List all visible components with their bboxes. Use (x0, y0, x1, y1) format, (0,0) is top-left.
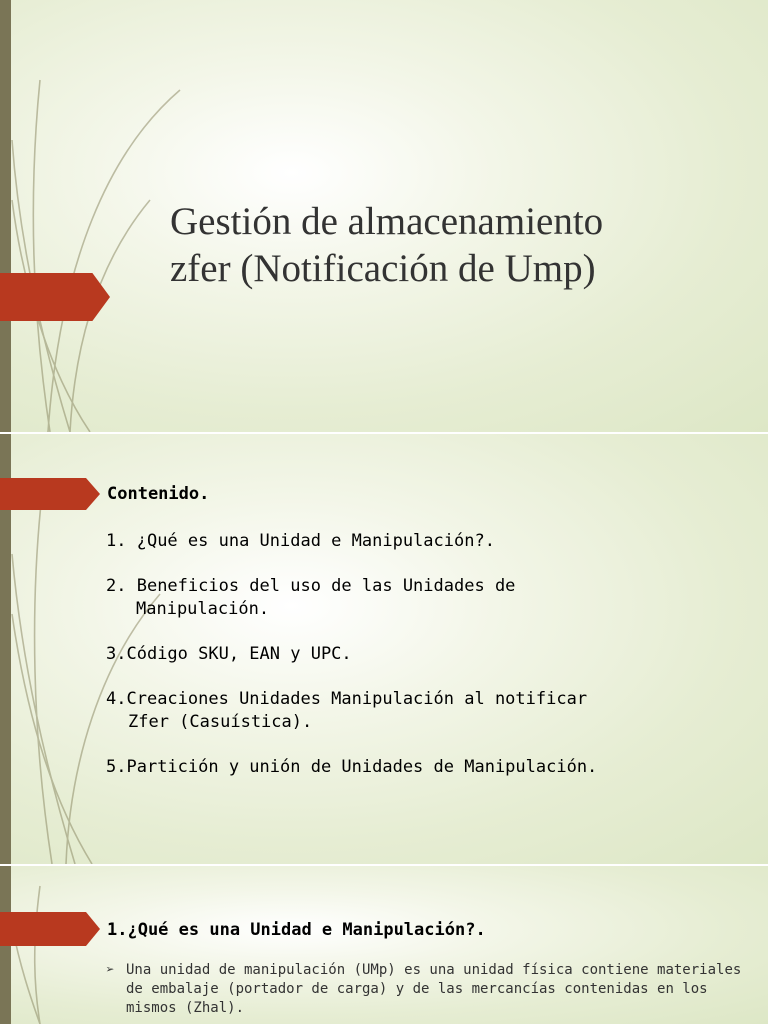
contents-heading: Contenido. (107, 484, 210, 504)
list-text: Beneficios del uso de las Unidades de (126, 576, 516, 596)
arrow-marker (0, 273, 110, 321)
bullet-paragraph (106, 961, 756, 1018)
list-item (106, 688, 746, 734)
list-number: 1. (106, 531, 127, 551)
list-number: 5. (106, 757, 127, 777)
list-text: Código SKU, EAN y UPC. (126, 644, 352, 664)
list-text: Creaciones Unidades Manipulación al notificar (126, 689, 588, 709)
list-item (106, 756, 746, 779)
contents-list (106, 530, 746, 801)
list-text: Partición y unión de Unidades de Manipulación. (126, 757, 598, 777)
arrow-bullet-icon: ➢ (106, 962, 115, 978)
left-accent-bar (0, 0, 11, 432)
list-number: 4. (106, 689, 127, 709)
bullet-text: Una unidad de manipulación (UMp) es una unidad física contiene materiales de embalaje (portador de carga) y de las mercancías contenidas en los mismos (Zhal). (126, 962, 742, 1016)
list-text: ¿Qué es una Unidad e Manipulación?. (126, 531, 495, 551)
title-slide (0, 0, 768, 432)
arrow-marker (0, 478, 100, 510)
list-text-continued: Manipulación. (136, 599, 270, 619)
list-item (106, 643, 746, 666)
slide-title (170, 198, 730, 292)
title-line-1: Gestión de almacenamiento (170, 200, 604, 243)
list-number: 2. (106, 576, 127, 596)
contents-slide (0, 434, 768, 864)
section-heading: 1.¿Qué es una Unidad e Manipulación?. (107, 920, 486, 940)
list-number: 3. (106, 644, 127, 664)
list-item (106, 530, 746, 553)
title-line-2: zfer (Notificación de Ump) (170, 247, 596, 290)
list-text-continued: Zfer (Casuística). (128, 712, 313, 732)
list-item (106, 575, 746, 621)
arrow-marker (0, 912, 100, 946)
definition-slide (0, 866, 768, 1024)
